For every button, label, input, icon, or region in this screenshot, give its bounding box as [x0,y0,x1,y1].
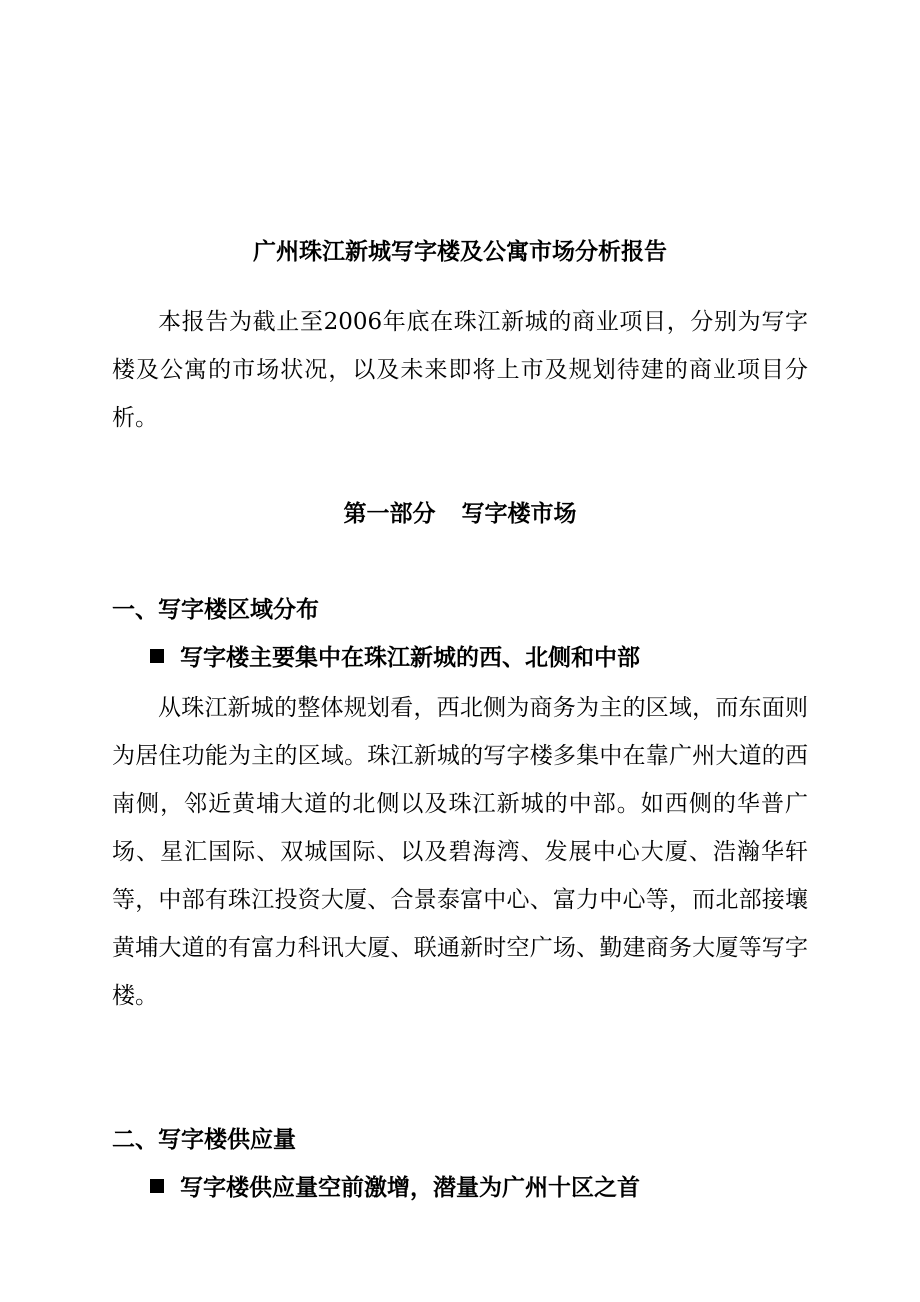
square-bullet-icon [150,649,164,663]
section-heading-distribution: 一、写字楼区域分布 [112,596,319,623]
bullet-heading-supply [150,1172,640,1204]
part-one-title [0,498,920,530]
bullet-text: 写字楼主要集中在珠江新城的西、北侧和中部 [180,644,640,671]
bullet-heading-distribution [150,642,640,674]
section-heading-supply: 二、写字楼供应量 [112,1126,296,1153]
distribution-paragraph: 从珠江新城的整体规划看，西北侧为商务为主的区域，而东面则为居住功能为主的区域。珠江新城的写字楼多集中在靠广州大道的西南侧，邻近黄埔大道的北侧以及珠江新城的中部。如西侧的华普广场、星汇国际、双城国际、以及碧海湾、发展中心大厦、浩瀚华轩等，中部有珠江投资大厦、合景泰富中心、富力中心等，而北部接壤黄埔大道的有富力科讯大厦、联通新时空广场、勤建商务大厦等写字楼。 [112,695,808,1009]
part-one-label: 第一部分 [343,500,436,527]
part-one-name: 写字楼市场 [461,500,577,527]
bullet-text: 写字楼供应量空前激增，潜量为广州十区之首 [180,1174,640,1201]
square-bullet-icon [150,1179,164,1193]
document-title: 广州珠江新城写字楼及公寓市场分析报告 [253,238,667,265]
intro-paragraph: 本报告为截止至2006年底在珠江新城的商业项目，分别为写字楼及公寓的市场状况，以及未来即将上市及规划待建的商业项目分析。 [112,309,808,431]
